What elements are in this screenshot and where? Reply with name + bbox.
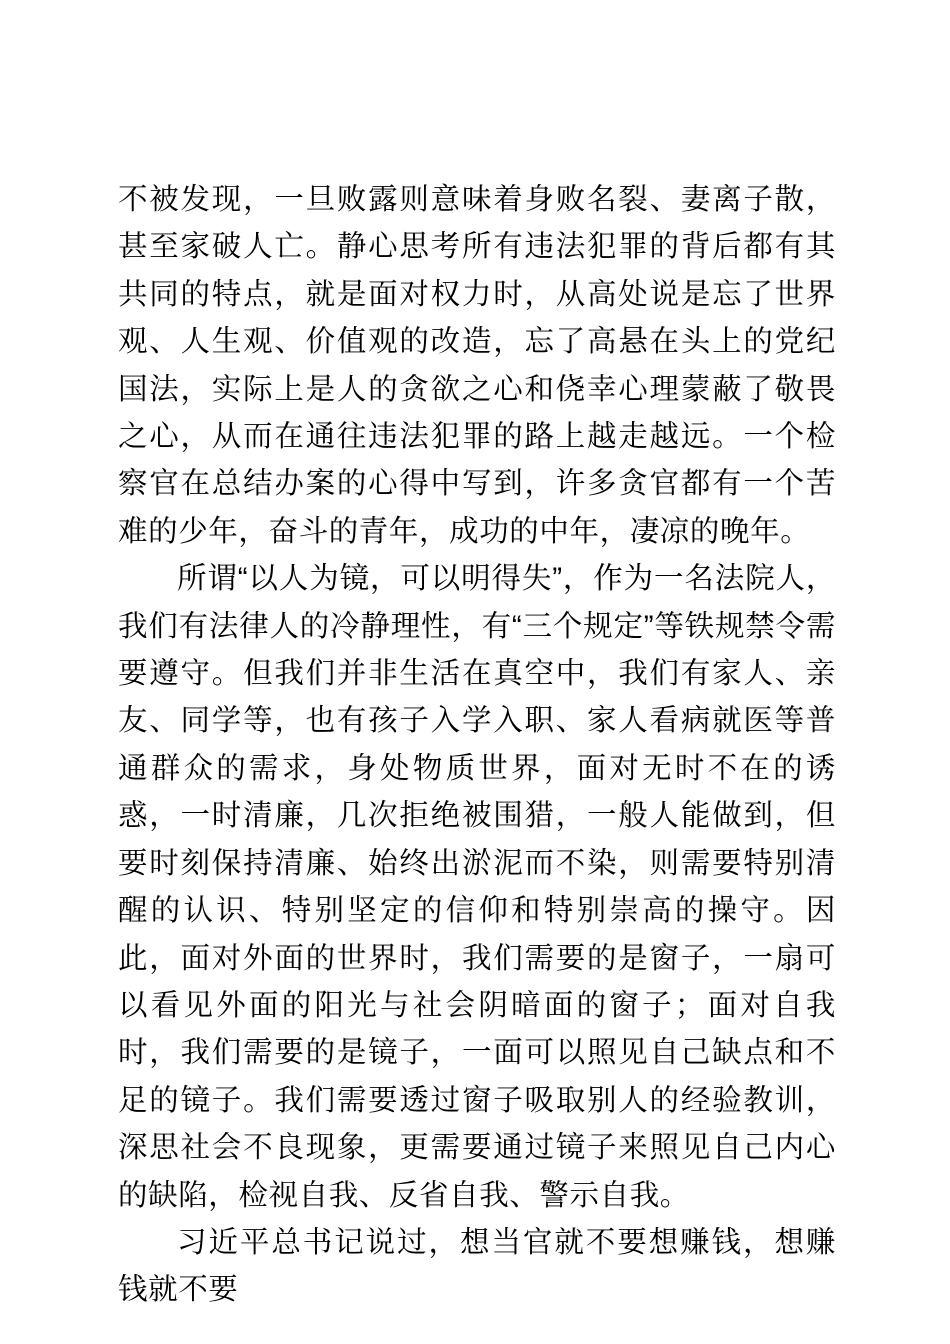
paragraph-2: 所谓“以人为镜，可以明得失”，作为一名法院人，我们有法律人的冷静理性，有“三个规定”等铁规禁令需要遵守。但我们并非生活在真空中，我们有家人、亲友、同学等，也有孩子入学入职、家人看病就医等普通群众的需求，身处物质世界，面对无时不在的诱惑，一时清廉，几次拒绝被围猎，一般人能做到，但要时刻保持清廉、始终出淤泥而不染，则需要特别清醒的认识、特别坚定的信仰和特别崇高的操守。因此，面对外面的世界时，我们需要的是窗子，一扇可以看见外面的阳光与社会阴暗面的窗子；面对自我时，我们需要的是镜子，一面可以照见自己缺点和不足的镜子。我们需要透过窗子吸取别人的经验教训，深思社会不良现象，更需要通过镜子来照见自己内心的缺陷，检视自我、反省自我、警示自我。 [118,562,836,1212]
paragraph-3: 习近平总书记说过，想当官就不要想赚钱，想赚钱就不要 [118,1225,836,1307]
paragraph-1: 不被发现，一旦败露则意味着身败名裂、妻离子散，甚至家破人亡。静心思考所有违法犯罪的背后都有其共同的特点，就是面对权力时，从高处说是忘了世界观、人生观、价值观的改造，忘了高悬在头上的党纪国法，实际上是人的贪欲之心和侥幸心理蒙蔽了敬畏之心，从而在通往违法犯罪的路上越走越远。一个检察官在总结办案的心得中写到，许多贪官都有一个苦难的少年，奋斗的青年，成功的中年，凄凉的晚年。 [118,183,836,548]
document-text-body [118,176,836,1314]
